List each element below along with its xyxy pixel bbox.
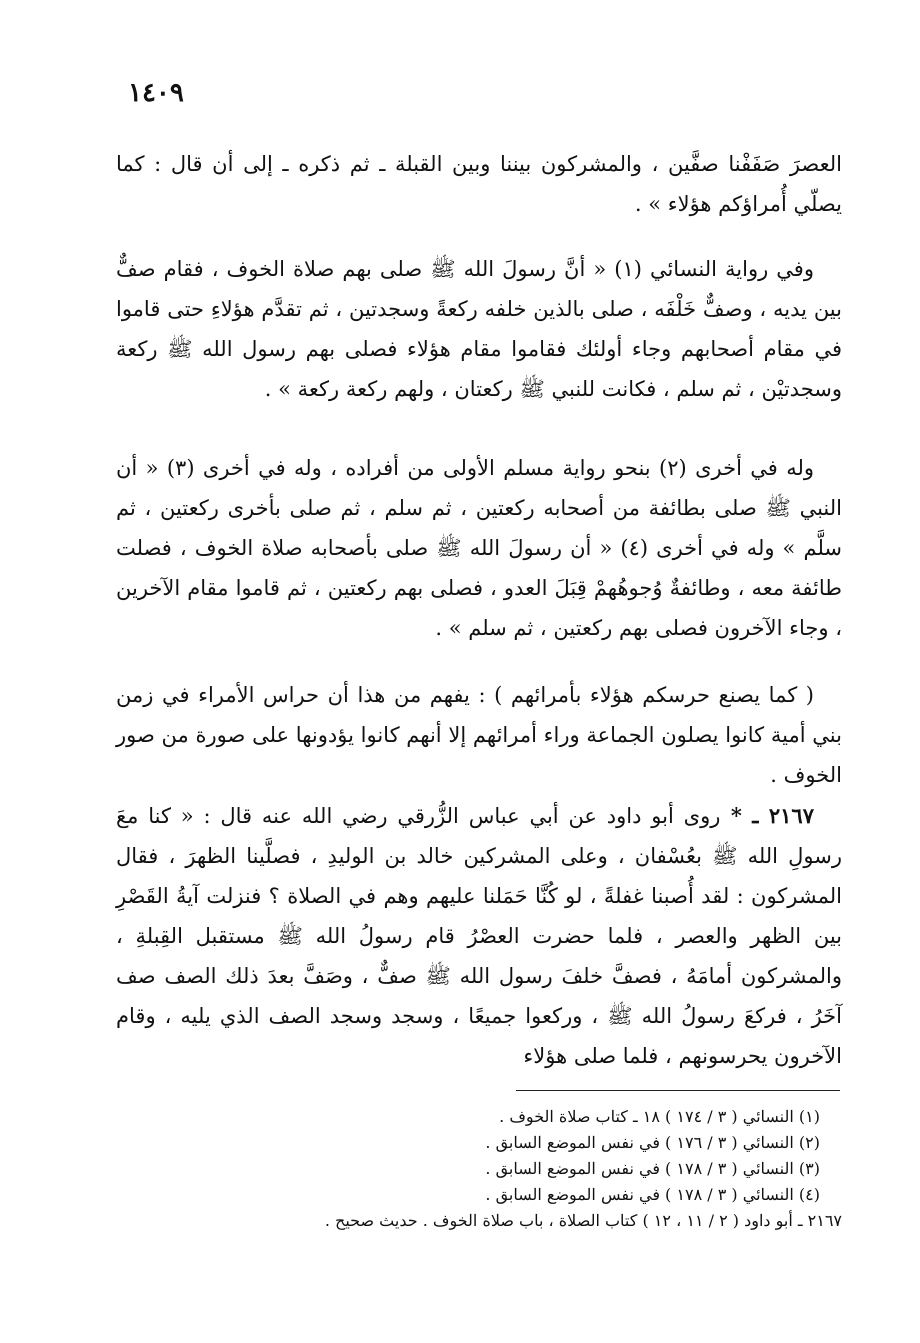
hadith-number: ٢١٦٧ ـ * — [720, 803, 814, 828]
paragraph-nasai-narration — [116, 249, 842, 409]
paragraph-other-narrations — [116, 448, 842, 648]
hadith-text: روى أبو داود عن أبي عباس الزُّرقي رضي الله عنه قال : « كنا معَ رسولِ الله ﷺ بعُسْفان ، وعلى المشركين خالد بن الوليدِ ، فصلَّينا الظهرَ ، فقال المشركون : لقد أُصبنا غفلةً ، لو كُنَّا حَمَلنا عليهم وهم في الصلاة ؟ فنزلت آيةُ القَصْرِ بين الظهر والعصر ، فلما حضرت العصْرُ قام رسولُ الله ﷺ مستقبل القِبلةِ ، والمشركون أمامَهُ ، فصفَّ خلفَ رسول الله ﷺ صفٌّ ، وصَفَّ بعدَ ذلك الصف صف آخَرُ ، فركعَ رسولُ الله ﷺ ، وركعوا جميعًا ، وسجد وسجد الصف الذي يليه ، وقام الآخرون يحرسونهم ، فلما صلى هؤلاء — [116, 804, 842, 1068]
paragraph-text: وفي رواية النسائي (١) « أنَّ رسولَ الله ﷺ صلى بهم صلاة الخوف ، فقام صفٌّ بين يديه ، وصفٌّ خَلْفَه ، صلى بالذين خلفه ركعةً وسجدتين ، ثم تقدَّم هؤلاءِ حتى قاموا في مقام أصحابهم وجاء أولئك فقاموا مقام هؤلاء فصلى بهم رسول الله ﷺ ركعة وسجدتيْن ، ثم سلم ، فكانت للنبي ﷺ ركعتان ، ولهم ركعة ركعة » . — [116, 257, 842, 401]
paragraph-commentary — [116, 675, 842, 795]
footnote-2: (٢) النسائي ( ٣ / ١٧٦ ) في نفس الموضع السابق . — [485, 1133, 820, 1152]
paragraph-text: ( كما يصنع حرسكم هؤلاء بأمرائهم ) : يفهم من هذا أن حراس الأمراء في زمن بني أمية كانوا يصلون الجماعة وراء أمرائهم إلا أنهم كانوا يؤدونها على صورة من صور الخوف . — [116, 683, 842, 787]
paragraph-text: العصرَ صَفَفْنا صفَّين ، والمشركون بيننا وبين القبلة ـ ثم ذكره ـ إلى أن قال : كما يصلّي أُمراؤكم هؤلاء » . — [116, 152, 842, 216]
footnote-3: (٣) النسائي ( ٣ / ١٧٨ ) في نفس الموضع السابق . — [485, 1159, 820, 1178]
footnote-1: (١) النسائي ( ٣ / ١٧٤ ) ١٨ ـ كتاب صلاة الخوف . — [499, 1107, 820, 1126]
footnote-4: (٤) النسائي ( ٣ / ١٧٨ ) في نفس الموضع السابق . — [485, 1185, 820, 1204]
page-number: ١٤٠٩ — [128, 78, 184, 108]
footnote-hadith-source: ٢١٦٧ ـ أبو داود ( ٢ / ١١ ، ١٢ ) كتاب الصلاة ، باب صلاة الخوف . حديث صحيح . — [324, 1211, 842, 1230]
paragraph-text — [116, 796, 842, 1076]
footnote-divider — [516, 1090, 840, 1091]
footnotes — [300, 1104, 842, 1234]
paragraph-hadith-2167 — [116, 796, 842, 1076]
paragraph-continuation — [116, 144, 842, 224]
paragraph-text: وله في أخرى (٢) بنحو رواية مسلم الأولى من أفراده ، وله في أخرى (٣) « أن النبي ﷺ صلى بطائفة من أصحابه ركعتين ، ثم سلم ، ثم صلى بأخرى ركعتين ، ثم سلَّم » وله في أخرى (٤) « أن رسولَ الله ﷺ صلى بأصحابه صلاة الخوف ، فصلت طائفة معه ، وطائفةٌ وُجوهُهمْ قِبَلَ العدو ، فصلى بهم ركعتين ، ثم قاموا مقام الآخرين ، وجاء الآخرون فصلى بهم ركعتين ، ثم سلم » . — [116, 456, 843, 640]
